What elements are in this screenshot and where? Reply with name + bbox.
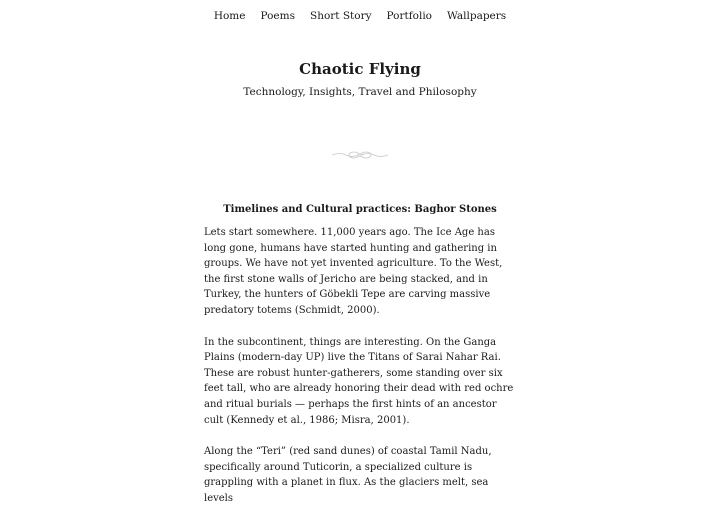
- nav-portfolio-link[interactable]: Portfolio: [386, 10, 432, 22]
- nav-wallpapers-link[interactable]: Wallpapers: [447, 10, 507, 22]
- top-nav: [0, 10, 720, 22]
- post-body: [204, 225, 516, 523]
- post-paragraph: Along the “Teri” (red sand dunes) of coastal Tamil Nadu, specifically around Tuticorin, a specialized culture is grappling with a planet in flux. As the glaciers melt, sea levels: [204, 446, 492, 504]
- nav-poems-link[interactable]: Poems: [260, 10, 295, 22]
- site-title[interactable]: Chaotic Flying: [299, 60, 421, 78]
- post-paragraph: In the subcontinent, things are interesting. On the Ganga Plains (modern-day UP) live the Titans of Sarai Nahar Rai. These are robust hunter-gatherers, some standing over six feet tall, who are already honoring their dead with red ochre and ritual burials — perhaps the first hints of an ancestor cult (Kennedy et al., 1986; Misra, 2001).: [204, 336, 514, 426]
- post-paragraph: Lets start somewhere. 11,000 years ago. The Ice Age has long gone, humans have started hunting and gathering in groups. We have not yet invented agriculture. To the West, the first stone walls of Jericho are being stacked, and in Turkey, the hunters of Göbekli Tepe are carving massive predatory totems (Schmidt, 2000).: [204, 227, 503, 316]
- site-tagline: Technology, Insights, Travel and Philosophy: [243, 86, 477, 98]
- post-title: Timelines and Cultural practices: Baghor Stones: [223, 203, 497, 215]
- nav-short-story-link[interactable]: Short Story: [310, 10, 372, 22]
- nav-home-link[interactable]: Home: [213, 10, 246, 22]
- ornamental-divider-icon: [330, 148, 390, 162]
